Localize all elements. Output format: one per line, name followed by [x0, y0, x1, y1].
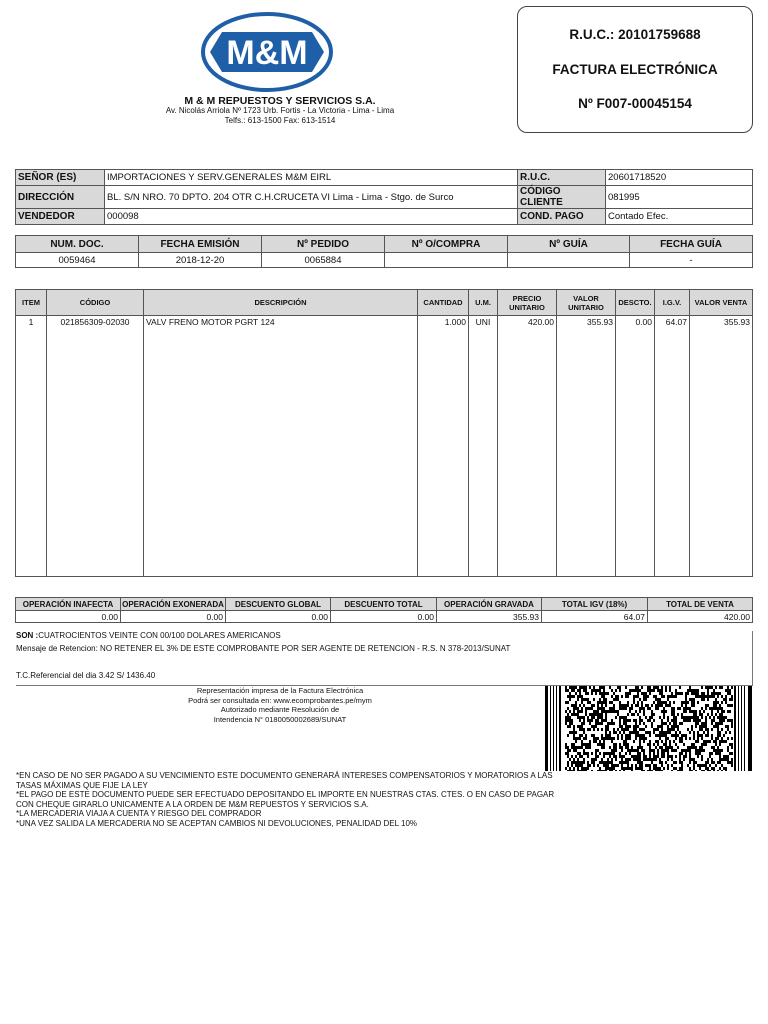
col-cantidad-header: CANTIDAD: [418, 290, 469, 316]
repr-line: Podrá ser consultada en: www.ecomprobantes.pe/mym: [188, 695, 372, 705]
ruc-box: [517, 6, 753, 133]
company-address: [100, 106, 460, 126]
direccion-label: DIRECCIÓN: [16, 186, 105, 209]
doc-header: FECHA GUÍA: [630, 236, 753, 253]
total-header: DESCUENTO GLOBAL: [226, 598, 331, 611]
col-item-header: ITEM: [16, 290, 47, 316]
item-precio: 420.00: [498, 316, 557, 577]
divider: [752, 631, 753, 686]
codigo-cliente-value: 081995: [606, 186, 753, 209]
item-number: 1: [16, 316, 47, 577]
document-type: FACTURA ELECTRÓNICA: [552, 62, 718, 77]
vendedor-label: VENDEDOR: [16, 209, 105, 225]
doc-header: Nº GUÍA: [508, 236, 630, 253]
client-ruc-value: 20601718520: [606, 170, 753, 186]
doc-header: Nº PEDIDO: [262, 236, 385, 253]
terms-notes: [16, 771, 556, 828]
total-header: TOTAL IGV (18%): [542, 598, 648, 611]
cond-pago-label: COND. PAGO: [518, 209, 606, 225]
repr-line: Representación impresa de la Factura Electrónica: [196, 686, 364, 695]
senor-label: SEÑOR (ES): [16, 170, 105, 186]
retention-message: Mensaje de Retencion: NO RETENER EL 3% DE ESTE COMPROBANTE POR SER AGENTE DE RETENCION - R.S. N 378-2013/SUNAT: [16, 644, 511, 653]
note-line: *LA MERCADERIA VIAJA A CUENTA Y RIESGO DEL COMPRADOR: [16, 809, 262, 818]
col-igv-header: I.G.V.: [655, 290, 690, 316]
note-line: *EL PAGO DE ESTE DOCUMENTO PUEDE SER EFECTUADO DEPOSITANDO EL IMPORTE EN NUESTRAS CTAS. CTES. O EN CASO DE PAGAR CON CHEQUE GIRARLO UNICAMENTE A LA ORDEN DE M&M REPUESTOS Y SERVICIOS S.A.: [16, 790, 555, 809]
op-gravada-value: 355.93: [437, 611, 542, 623]
total-header: DESCUENTO TOTAL: [331, 598, 437, 611]
item-descripcion: VALV FRENO MOTOR PGRT 124: [144, 316, 418, 577]
guia-value: [508, 253, 630, 268]
electronic-representation-note: [170, 686, 390, 724]
note-line: *UNA VEZ SALIDA LA MERCADERIA NO SE ACEPTAN CAMBIOS NI DEVOLUCIONES, PENALIDAD DEL 10%: [16, 818, 418, 828]
vendedor-value: 000098: [105, 209, 518, 225]
col-valor-unitario-header: VALOR UNITARIO: [557, 290, 616, 316]
client-table: [15, 169, 753, 225]
op-exonerada-value: 0.00: [121, 611, 226, 623]
col-descto-header: DESCTO.: [616, 290, 655, 316]
total-header: OPERACIÓN GRAVADA: [437, 598, 542, 611]
total-header: TOTAL DE VENTA: [648, 598, 753, 611]
num-doc-value: 0059464: [16, 253, 139, 268]
col-descripcion-header: DESCRIPCIÓN: [144, 290, 418, 316]
doc-header: FECHA EMISIÓN: [139, 236, 262, 253]
col-codigo-header: CÓDIGO: [47, 290, 144, 316]
item-igv: 64.07: [655, 316, 690, 577]
total-header: OPERACIÓN INAFECTA: [16, 598, 121, 611]
note-line: *EN CASO DE NO SER PAGADO A SU VENCIMIENTO ESTE DOCUMENTO GENERARÁ INTERESES COMPENSATORIOS Y MORATORIOS A LAS TASAS MÁXIMAS QUE FIJE LA LEY: [16, 771, 553, 790]
table-row: [16, 316, 753, 577]
logo-text: M&M: [226, 34, 308, 72]
document-info-table: [15, 235, 753, 268]
amount-in-words: [16, 631, 281, 640]
item-codigo: 021856309-02030: [47, 316, 144, 577]
company-address-line: Av. Nicolás Arriola Nº 1723 Urb. Fortis - La Victoria - Lima - Lima: [165, 106, 395, 115]
client-ruc-label: R.U.C.: [518, 170, 606, 186]
direccion-value: BL. S/N NRO. 70 DPTO. 204 OTR C.H.CRUCETA VI Lima - Lima - Stgo. de Surco: [105, 186, 518, 209]
total-igv-value: 64.07: [542, 611, 648, 623]
son-label: SON :: [16, 631, 39, 640]
son-text: CUATROCIENTOS VEINTE CON 00/100 DOLARES AMERICANOS: [38, 631, 281, 640]
fecha-guia-value: -: [630, 253, 753, 268]
col-um-header: U.M.: [469, 290, 498, 316]
document-number: Nº F007-00045154: [578, 96, 692, 111]
total-venta-value: 420.00: [648, 611, 753, 623]
company-name: M & M REPUESTOS Y SERVICIOS S.A.: [184, 95, 376, 107]
total-header: OPERACIÓN EXONERADA: [122, 599, 224, 609]
item-valor-venta: 355.93: [690, 316, 753, 577]
doc-header: Nº O/COMPRA: [385, 236, 508, 253]
totals-table: [15, 597, 753, 623]
item-cantidad: 1.000: [418, 316, 469, 577]
descuento-global-value: 0.00: [226, 611, 331, 623]
cond-pago-value: Contado Efec.: [606, 209, 753, 225]
senor-value: IMPORTACIONES Y SERV.GENERALES M&M EIRL: [105, 170, 518, 186]
col-valor-venta-header: VALOR VENTA: [690, 290, 753, 316]
repr-line: Autorizado mediante Resolución de: [220, 705, 340, 714]
items-table: [15, 289, 753, 577]
col-precio-header: PRECIO UNITARIO: [498, 290, 557, 316]
item-valor-unitario: 355.93: [557, 316, 616, 577]
pdf417-barcode: [545, 686, 752, 771]
company-logo: [200, 12, 334, 92]
ocompra-value: [385, 253, 508, 268]
exchange-rate: T.C.Referencial del dia 3.42 S/ 1436.40: [16, 671, 156, 680]
item-um: UNI: [469, 316, 498, 577]
item-descto: 0.00: [616, 316, 655, 577]
fecha-emision-value: 2018-12-20: [139, 253, 262, 268]
descuento-total-value: 0.00: [331, 611, 437, 623]
doc-header: NUM. DOC.: [16, 236, 139, 253]
op-inafecta-value: 0.00: [16, 611, 121, 623]
pedido-value: 0065884: [262, 253, 385, 268]
repr-line: Intendencia N° 0180050002689/SUNAT: [213, 714, 347, 724]
codigo-cliente-label: CÓDIGO CLIENTE: [518, 186, 606, 209]
company-phones: Telfs.: 613-1500 Fax: 613-1514: [224, 116, 336, 125]
issuer-ruc: R.U.C.: 20101759688: [569, 27, 701, 42]
